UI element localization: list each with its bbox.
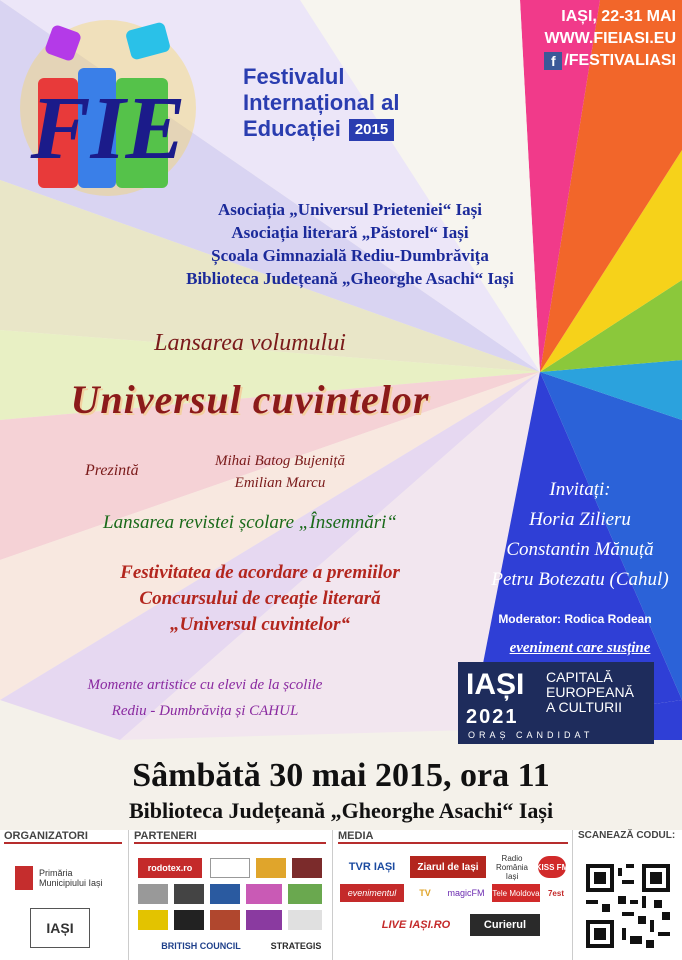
- iasi-2021-badge: [458, 662, 654, 744]
- festival-title-line2: Internațional al: [243, 90, 400, 115]
- media-magic-logo: magicFM: [447, 888, 485, 898]
- guest-3: Petru Botezatu (Cahul): [491, 569, 669, 590]
- badge-caption-line1: CAPITALĂ: [546, 669, 613, 685]
- partner-logo: [288, 884, 322, 904]
- fie-logo-text: FIE: [30, 79, 186, 178]
- festival-title: [243, 64, 399, 142]
- separator: [332, 830, 333, 960]
- magazine-launch: Lansarea revistei școlare „Însemnări“: [103, 512, 397, 533]
- guest-2: Constantin Mănuță: [506, 539, 654, 560]
- organizers-title: ORGANIZATORI: [4, 830, 88, 842]
- partner-logo: [210, 910, 240, 930]
- book-title: Universul cuvintelor: [70, 377, 430, 422]
- badge-candidate: ORAȘ CANDIDAT: [468, 730, 594, 740]
- partner-logo: [210, 884, 240, 904]
- event-date: Sâmbătă 30 mai 2015, ora 11: [132, 757, 550, 794]
- media-ziarul-logo: Ziarul de Iași: [410, 856, 486, 878]
- media-title: MEDIA: [338, 830, 374, 842]
- guest-1: Horia Zilieru: [529, 509, 631, 530]
- partner-logo: [174, 910, 204, 930]
- artistic-moments-line1: Momente artistice cu elevi de la școlile: [87, 677, 323, 693]
- artistic-moments-line2: Rediu - Dumbrăvița și CAHUL: [111, 703, 299, 719]
- guests-title: Invitați:: [549, 479, 611, 500]
- organizers-divider: [4, 842, 122, 844]
- moderator: Moderator: Rodica Rodean: [498, 612, 652, 626]
- organizer-3: Școala Gimnazială Rediu-Dumbrăvița: [211, 246, 489, 265]
- award-ceremony-line3: „Universul cuvintelor“: [170, 614, 350, 635]
- media-divider: [338, 842, 568, 844]
- partner-strategis-logo: STRATEGIS: [270, 941, 322, 951]
- partner-logo: [246, 884, 282, 904]
- organizer-2: Asociația literară „Păstorel“ Iași: [231, 223, 469, 242]
- fie-logo: [8, 8, 208, 208]
- media-tv-logo: TV: [419, 888, 431, 898]
- partner-logo: [174, 884, 204, 904]
- separator: [572, 830, 573, 960]
- guests: [480, 475, 680, 595]
- media-radio-logo: Radio România Iași: [495, 853, 528, 881]
- festival-info: [544, 6, 676, 72]
- media-7est-logo: 7est: [547, 888, 564, 898]
- award-ceremony-line1: Festivitatea de acordare a premiilor: [120, 562, 400, 583]
- partner-british-council-logo: BRITISH COUNCIL: [161, 941, 241, 951]
- organizer-4: Biblioteca Județeană „Gheorghe Asachi“ Iași: [186, 269, 514, 288]
- festival-website-link[interactable]: WWW.FIEIASI.EU: [544, 30, 676, 47]
- presenter-1: Mihai Batog Bujeniță: [215, 453, 345, 469]
- partner-logo: [246, 910, 282, 930]
- partner-logo: [138, 884, 168, 904]
- partner-logo: [256, 858, 286, 878]
- organizer-1: Asociația „Universul Prieteniei“ Iași: [218, 200, 482, 219]
- festival-title-line3: Educației: [243, 116, 341, 141]
- badge-city: IAȘI: [466, 668, 525, 701]
- launch-heading: Lansarea volumului: [154, 330, 346, 356]
- presenters: [180, 450, 380, 494]
- media-evenimentul-logo: evenimentul: [340, 884, 404, 902]
- iasi-logo: IAȘI: [30, 908, 90, 948]
- partners-title: PARTENERI: [134, 830, 197, 842]
- media-tvr-logo: TVR IAȘI: [348, 861, 396, 873]
- partner-rodotex-logo: rodotex.ro: [138, 858, 202, 878]
- qr-code[interactable]: [586, 864, 670, 948]
- facebook-handle: /FESTIVALIASI: [564, 52, 676, 69]
- presents-label: Prezintă: [85, 462, 139, 479]
- partner-logo: [210, 858, 250, 878]
- badge-caption: [546, 670, 634, 715]
- badge-year: 2021: [466, 706, 519, 728]
- facebook-link[interactable]: [544, 50, 676, 72]
- sponsors-strip: [0, 830, 682, 960]
- primaria-logo: [12, 858, 112, 898]
- media-curierul-logo: Curierul: [470, 914, 540, 936]
- award-ceremony: [0, 560, 520, 638]
- presenter-2: Emilian Marcu: [234, 475, 326, 491]
- partners-divider: [134, 842, 326, 844]
- media-liveiasi-logo: LIVE IAȘI.RO: [381, 919, 451, 931]
- media-kiss-logo: KISS FM: [538, 856, 566, 878]
- qr-title: SCANEAZĂ CODUL:: [578, 830, 676, 841]
- primaria-logo-text: Primăria Municipiului Iași: [39, 868, 103, 888]
- badge-caption-line2: EUROPEANĂ: [546, 684, 634, 700]
- badge-caption-line3: A CULTURII: [546, 699, 622, 715]
- event-venue: Biblioteca Județeană „Gheorghe Asachi“ Iași: [128, 798, 554, 823]
- media-telemoldova-logo: Tele Moldova: [492, 884, 540, 902]
- artistic-moments: [40, 672, 370, 724]
- festival-year-badge: 2015: [349, 119, 394, 141]
- festival-title-line1: Festivalul: [243, 64, 345, 89]
- festival-dates: IAȘI, 22-31 MAI: [561, 8, 676, 25]
- coat-of-arms-icon: [15, 866, 33, 890]
- partner-logo: [292, 858, 322, 878]
- partner-logo: [288, 910, 322, 930]
- partner-logo: [138, 910, 168, 930]
- facebook-icon: f: [544, 52, 562, 70]
- award-ceremony-line2: Concursului de creație literară: [139, 588, 381, 609]
- support-label: eveniment care susține: [509, 640, 651, 656]
- separator: [128, 830, 129, 960]
